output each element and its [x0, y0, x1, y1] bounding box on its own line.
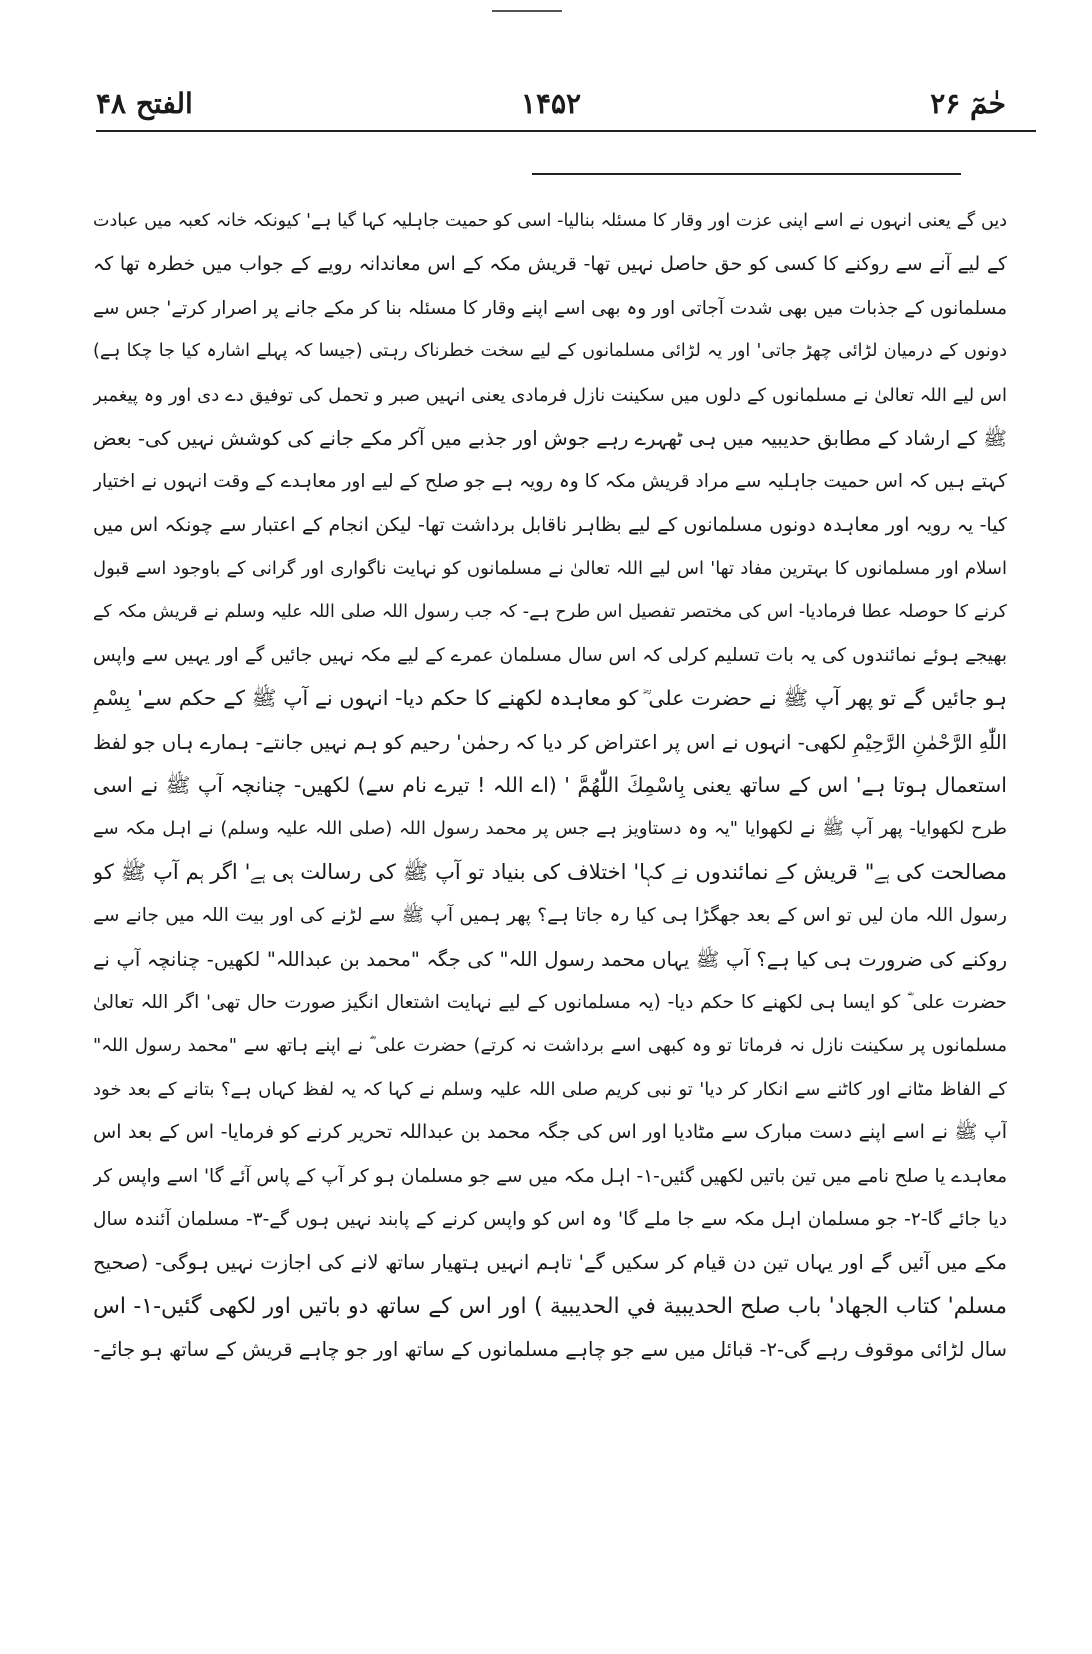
surah-name: الفتح ۴۸ — [96, 87, 193, 120]
text-line: اس لیے اللہ تعالیٰ نے مسلمانوں کے دلوں میں سکینت نازل فرمادی یعنی انہیں صبر و تحمل کی توفیق دے دی اور وہ پیغمبر — [93, 384, 1007, 406]
commentary-text — [93, 200, 1007, 1620]
text-line: مسلمانوں پر سکینت نازل نہ فرماتا تو وہ کبھی اسے برداشت نہ کرتے) حضرت علی ؓ نے اپنے ہاتھ سے "محمد رسول اللہ" — [93, 1035, 1007, 1057]
text-line: مکے میں آئیں گے اور یہاں تین دن قیام کر سکیں گے' تاہم انہیں ہتھیار ساتھ لانے کی اجازت نہیں ہوگی- (صحیح — [93, 1251, 1007, 1275]
page-number: ۱۴۵۲ — [520, 87, 582, 120]
text-line: مسلم' کتاب الجهاد' باب صلح الحديبية في الحديبية ) اور اس کے ساتھ دو باتیں اور لکھی گئیں-۱- اس — [93, 1293, 1007, 1319]
text-line: آپ ﷺ نے اسے اپنے دست مبارک سے مٹادیا اور اس کی جگہ محمد بن عبداللہ تحریر کرنے کو فرمایا- اس کے بعد اس — [93, 1121, 1007, 1144]
header-divider — [96, 130, 1036, 132]
text-line: کیا- یہ رویہ اور معاہدہ دونوں مسلمانوں کے لیے بظاہر ناقابل برداشت تھا- لیکن انجام کے اعتبار سے چونکہ اس میں — [93, 513, 1007, 536]
text-line: دیا جائے گا-۲- جو مسلمان اہل مکہ سے جا ملے گا' وہ اس کو واپس کرنے کے پابند نہیں ہوں گے-۳- مسلمان آئندہ سال — [93, 1208, 1007, 1230]
text-line: دونوں کے درمیان لڑائی چھڑ جاتی' اور یہ لڑائی مسلمانوں کے لیے سخت خطرناک رہتی (جیسا کہ پہلے اشارہ کیا جا چکا ہے) — [93, 341, 1007, 362]
text-line: اللّٰهِ الرَّحْمٰنِ الرَّحِيْمِ لکھی- انہوں نے اس پر اعتراض کر دیا کہ رحمٰن' رحیم کو ہم نہیں جانتے- ہمارے ہاں جو لفظ — [93, 730, 1007, 754]
text-line: حضرت علی ؓ کو ایسا ہی لکھنے کا حکم دیا- (یہ مسلمانوں کے لیے نہایت اشتعال انگیز صورت حال تھی' اگر اللہ تعالیٰ — [93, 992, 1007, 1014]
text-line: ﷺ کے ارشاد کے مطابق حدیبیہ میں ہی ٹھہرے رہے جوش اور جذبے میں آکر مکے جانے کی کوشش نہیں کی- بعض — [93, 426, 1007, 450]
text-line: ہو جائیں گے تو پھر آپ ﷺ نے حضرت علی ؓ کو معاہدہ لکھنے کا حکم دیا- انہوں نے آپ ﷺ کے حکم سے' بِسْمِ — [93, 686, 1007, 711]
top-edge-mark — [492, 10, 562, 12]
text-line: رسول اللہ مان لیں تو اس کے بعد جھگڑا ہی کیا رہ جاتا ہے؟ پھر ہمیں آپ ﷺ سے لڑنے کی اور بیت اللہ میں جانے سے — [93, 905, 1007, 927]
text-line: اسلام اور مسلمانوں کا بہترین مفاد تھا' اس لیے اللہ تعالیٰ نے مسلمانوں کو نہایت ناگواری اور گرانی کے باوجود اسے قبول — [93, 558, 1007, 580]
text-line: استعمال ہوتا ہے' اس کے ساتھ یعنی بِاسْمِكَ اللّٰهُمَّ ' (اے اللہ ! تیرے نام سے) لکھیں- چنانچہ آپ ﷺ نے اسی — [93, 773, 1007, 798]
text-line: کے لیے آنے سے روکنے کا کسی کو حق حاصل نہیں تھا- قریش مکہ کے اس معاندانہ رویے کے جواب میں خطرہ تھا کہ — [93, 253, 1007, 276]
text-line: کے الفاظ مٹانے اور کاٹنے سے انکار کر دیا' تو نبی کریم صلی اللہ علیہ وسلم نے کہا کہ یہ لفظ کہاں ہے؟ بتانے کے بعد خود — [93, 1078, 1007, 1100]
text-line: بھیجے ہوئے نمائندوں کی یہ بات تسلیم کرلی کہ اس سال مسلمان عمرے کے لیے مکہ نہیں جائیں گے اور یہیں سے واپس — [93, 644, 1007, 666]
text-line: طرح لکھوایا- پھر آپ ﷺ نے لکھوایا "یہ وہ دستاویز ہے جس پر محمد رسول اللہ (صلی اللہ علیہ وسلم) نے اہل مکہ سے — [93, 818, 1007, 840]
text-line: مسلمانوں کے جذبات میں بھی شدت آجاتی اور وہ بھی اسے اپنے وقار کا مسئلہ بنا کر مکے جانے پر اصرار کرتے' جس سے — [93, 297, 1007, 319]
text-line: کرنے کا حوصلہ عطا فرمادیا- اس کی مختصر تفصیل اس طرح ہے- کہ جب رسول اللہ صلی اللہ علیہ وسلم نے قریش مکہ کے — [93, 601, 1007, 622]
footnote-divider — [532, 173, 961, 175]
text-line: کہتے ہیں کہ اس حمیت جاہلیہ سے مراد قریش مکہ کا وہ رویہ ہے جو صلح کے لیے اور معاہدے کے وقت انہوں نے اختیار — [93, 471, 1007, 493]
text-line: معاہدے یا صلح نامے میں تین باتیں لکھیں گئیں-۱- اہل مکہ میں سے جو مسلمان ہو کر آپ کے پاس آئے گا' اسے واپس کر — [93, 1165, 1007, 1187]
text-line: مصالحت کی ہے" قریش کے نمائندوں نے کہا' اختلاف کی بنیاد تو آپ ﷺ کی رسالت ہی ہے' اگر ہم آپ ﷺ کو — [93, 859, 1007, 884]
page-header — [96, 84, 1006, 124]
text-line: دیں گے یعنی انہوں نے اسے اپنی عزت اور وقار کا مسئلہ بنالیا- اسی کو حمیت جاہلیہ کہا گیا ہے' کیونکہ خانہ کعبہ میں عبادت — [93, 211, 1007, 231]
para-name: حٰمٓ ۲۶ — [930, 87, 1006, 120]
text-line: روکنے کی ضرورت ہی کیا ہے؟ آپ ﷺ یہاں محمد رسول اللہ" کی جگہ "محمد بن عبداللہ" لکھیں- چنانچہ آپ نے — [93, 947, 1007, 971]
text-line: سال لڑائی موقوف رہے گی-۲- قبائل میں سے جو چاہے مسلمانوں کے ساتھ اور جو چاہے قریش کے ساتھ ہو جائے- — [93, 1338, 1007, 1362]
